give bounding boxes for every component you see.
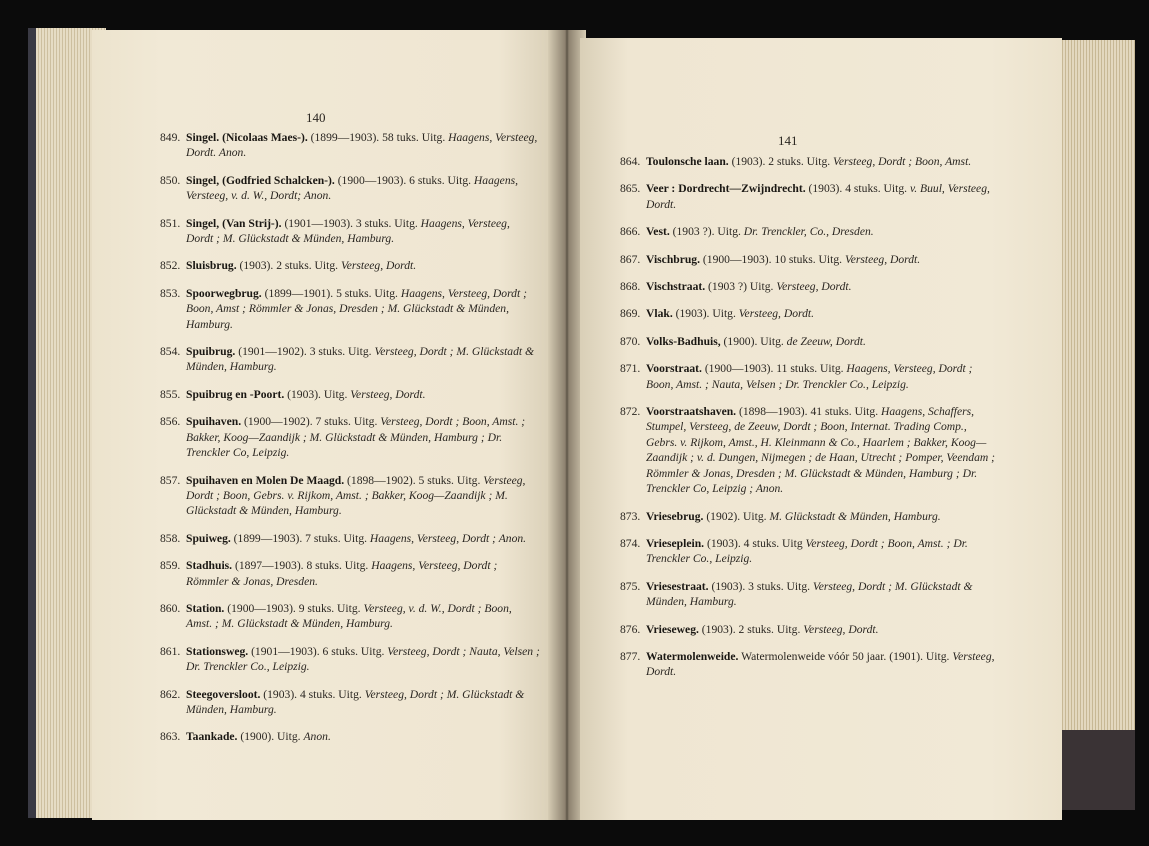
entry-details: (1899—1901). 5 stuks. Uitg. — [261, 286, 401, 300]
entry-details: Watermolenweide vóór 50 jaar. (1901). Uitg. — [738, 649, 953, 663]
entry-publishers: Versteeg, Dordt ; Boon, Amst. — [833, 155, 972, 168]
entry-number: 869. — [620, 307, 641, 321]
entry-publishers: Versteeg, Dordt ; M. Glückstadt & Münden, Hamburg. — [186, 345, 535, 374]
entry-number: 849. — [160, 131, 181, 144]
entry-heading: Singel. (Nicolaas Maes-). — [186, 131, 308, 144]
entry-publishers: Versteeg, Dordt ; Nauta, Velsen ; Dr. Trenckler Co., Leipzig. — [186, 644, 540, 674]
entry-number: 864. — [620, 155, 641, 168]
entry-publishers: Versteeg, Dordt. — [738, 307, 815, 321]
entry-details: (1903). Uitg. — [284, 387, 351, 401]
entry-heading: Spuiweg. — [186, 531, 231, 545]
entry-details: (1900). Uitg. — [237, 730, 304, 744]
list-item — [160, 286, 540, 332]
entry-number: 863. — [160, 730, 181, 744]
right-page-edges — [1060, 40, 1135, 810]
entry-list — [160, 130, 540, 757]
list-item — [620, 509, 1000, 524]
entry-number: 856. — [160, 415, 181, 429]
entry-publishers: Dr. Trenckler, Co., Dresden. — [743, 225, 874, 239]
entry-details: (1903). 4 stuks. Uitg — [704, 536, 806, 550]
entry-publishers: Versteeg, Dordt ; M. Glückstadt & Münden, Hamburg. — [186, 687, 525, 716]
entry-number: 875. — [620, 579, 641, 593]
entry-publishers: Haagens, Versteeg, v. d. W., Dordt; Anon. — [186, 173, 519, 203]
entry-publishers: Haagens, Versteeg, Dordt ; Boon, Amst. ; Nauta, Velsen ; Dr. Trenckler Co., Leipzig. — [646, 362, 973, 391]
list-item — [160, 601, 540, 632]
entry-number: 868. — [620, 280, 641, 294]
right-page — [580, 38, 1062, 820]
entry-number: 860. — [160, 601, 181, 615]
entry-publishers: Versteeg, v. d. W., Dordt ; Boon, Amst. ; M. Glückstadt & Münden, Hamburg. — [186, 601, 512, 631]
list-item — [160, 344, 540, 375]
entry-number: 871. — [620, 362, 641, 376]
entry-heading: Singel, (Van Strij-). — [186, 216, 282, 230]
entry-number: 854. — [160, 345, 181, 359]
entry-number: 865. — [620, 182, 641, 196]
entry-details: (1901—1902). 3 stuks. Uitg. — [235, 345, 375, 359]
entry-heading: Veer : Dordrecht—Zwijndrecht. — [646, 182, 806, 196]
entry-details: (1901—1903). 3 stuks. Uitg. — [281, 216, 421, 230]
entry-publishers: de Zeeuw, Dordt. — [786, 334, 866, 348]
entry-heading: Vrieseweg. — [646, 622, 699, 636]
list-item — [620, 306, 1000, 321]
list-item — [160, 473, 540, 519]
entry-details: (1900—1903). 9 stuks. Uitg. — [224, 601, 364, 615]
list-item — [160, 644, 540, 675]
list-item — [620, 361, 1000, 392]
list-item — [620, 536, 1000, 567]
entry-heading: Sluisbrug. — [186, 259, 237, 273]
list-item — [620, 181, 1000, 212]
entry-number: 866. — [620, 225, 641, 239]
entry-number: 861. — [160, 644, 181, 658]
entry-publishers: Anon. — [303, 730, 331, 744]
entry-details: (1900—1903). 10 stuks. Uitg. — [700, 252, 845, 266]
entry-details: (1900). Uitg. — [720, 334, 787, 348]
entry-details: (1903 ?) Uitg. — [705, 280, 777, 294]
entry-number: 862. — [160, 687, 181, 701]
entry-number: 872. — [620, 405, 641, 419]
list-item — [620, 579, 1000, 610]
entry-number: 858. — [160, 531, 181, 545]
entry-publishers: Versteeg, Dordt. — [350, 387, 426, 401]
entry-publishers: Haagens, Schaffers, Stumpel, Versteeg, de Zeeuw, Dordt ; Boon, Internat. Trading Comp., Gebrs. v. Rijkom, Amst., H. Kleinmann & Co., Haarlem ; Bakker, Koog—Zaandijk ; v. d. Dungen, Nijmegen ; de Haan, Utrecht ; Pomper, Veendam ; Römmler & Jonas, Dresden ; M. Glückstadt & Münden, Hamburg ; Dr. Trenckler Co, Leipzig ; Anon. — [646, 405, 996, 496]
entry-details: (1903). 2 stuks. Uitg. — [236, 259, 341, 273]
entry-details: (1902). Uitg. — [703, 509, 770, 523]
entry-details: (1903). Uitg. — [672, 307, 739, 321]
entry-number: 870. — [620, 334, 641, 348]
entry-details: (1899—1903). 58 tuks. Uitg. — [307, 131, 449, 144]
list-item — [620, 404, 1000, 496]
entry-heading: Vriesestraat. — [646, 579, 709, 593]
entry-details: (1900—1903). 6 stuks. Uitg. — [334, 173, 474, 187]
entry-publishers: Haagens, Versteeg, Dordt ; M. Glückstadt & Münden, Hamburg. — [186, 216, 510, 246]
entry-heading: Steegoversloot. — [186, 687, 261, 701]
entry-number: 873. — [620, 509, 641, 523]
entry-details: (1903 ?). Uitg. — [669, 225, 744, 239]
list-item — [620, 622, 1000, 637]
entry-heading: Spuibrug en -Poort. — [186, 387, 285, 401]
list-item — [160, 687, 540, 718]
entry-number: 859. — [160, 559, 181, 573]
entry-publishers: M. Glückstadt & Münden, Hamburg. — [769, 509, 941, 523]
entry-list — [620, 154, 1000, 692]
entry-heading: Singel, (Godfried Schalcken-). — [186, 173, 335, 187]
entry-publishers: Haagens, Versteeg, Dordt ; Boon, Amst ; Römmler & Jonas, Dresden ; M. Glückstadt & Münden, Hamburg. — [186, 286, 527, 331]
page-number: 141 — [778, 133, 798, 148]
entry-details: (1898—1903). 41 stuks. Uitg. — [736, 405, 881, 419]
entry-publishers: Versteeg, Dordt ; Boon, Amst. ; Bakker, Koog—Zaandijk ; M. Glückstadt & Münden, Hamburg ; Dr. Trenckler Co, Leipzig. — [186, 415, 526, 460]
entry-publishers: Versteeg, Dordt ; Boon, Gebrs. v. Rijkom, Amst. ; Bakker, Koog—Zaandijk ; M. Glückstadt & Münden, Hamburg. — [186, 473, 526, 518]
entry-heading: Vrieseplein. — [646, 536, 705, 550]
entry-number: 852. — [160, 259, 181, 273]
entry-heading: Vischbrug. — [646, 252, 701, 266]
entry-number: 851. — [160, 216, 181, 230]
list-item — [160, 216, 540, 247]
entry-details: (1897—1903). 8 stuks. Uitg. — [232, 559, 372, 573]
list-item — [160, 173, 540, 204]
list-item — [620, 252, 1000, 267]
list-item — [620, 279, 1000, 294]
entry-details: (1903). 3 stuks. Uitg. — [708, 579, 813, 593]
entry-heading: Station. — [186, 601, 225, 615]
entry-publishers: Haagens, Versteeg, Dordt ; Anon. — [369, 531, 527, 545]
entry-number: 876. — [620, 622, 641, 636]
list-item — [620, 154, 1000, 169]
entry-number: 855. — [160, 387, 181, 401]
list-item — [160, 729, 540, 744]
list-item — [160, 387, 540, 402]
entry-heading: Toulonsche laan. — [646, 155, 729, 168]
list-item — [160, 558, 540, 589]
list-item — [620, 334, 1000, 349]
entry-heading: Volks-Badhuis, — [646, 334, 721, 348]
entry-heading: Voorstraat. — [646, 362, 702, 376]
entry-details: (1899—1903). 7 stuks. Uitg. — [230, 531, 370, 545]
entry-publishers: Haagens, Versteeg, Dordt ; Römmler & Jonas, Dresden. — [186, 559, 498, 588]
list-item — [160, 258, 540, 273]
entry-heading: Spuihaven. — [186, 415, 242, 429]
entry-heading: Vlak. — [646, 307, 673, 321]
entry-heading: Vriesebrug. — [646, 509, 704, 523]
entry-details: (1903). 4 stuks. Uitg. — [805, 182, 910, 196]
entry-details: (1898—1902). 5 stuks. Uitg. — [344, 473, 484, 487]
entry-details: (1903). 2 stuks. Uitg. — [698, 622, 804, 636]
left-page — [92, 30, 554, 820]
entry-heading: Spuihaven en Molen De Maagd. — [186, 473, 345, 487]
entry-publishers: Versteeg, Dordt. — [803, 622, 879, 636]
entry-heading: Vischstraat. — [646, 280, 706, 294]
list-item — [160, 531, 540, 546]
entry-heading: Spoorwegbrug. — [186, 286, 262, 300]
entry-number: 857. — [160, 473, 181, 487]
list-item — [160, 130, 540, 161]
entry-number: 874. — [620, 536, 641, 550]
entry-heading: Voorstraatshaven. — [646, 405, 737, 419]
entry-heading: Watermolenweide. — [646, 649, 739, 663]
entry-publishers: Versteeg, Dordt. — [776, 280, 852, 294]
entry-heading: Vest. — [646, 225, 670, 239]
entry-number: 853. — [160, 286, 181, 300]
page-number: 140 — [306, 110, 326, 125]
entry-heading: Taankade. — [186, 730, 238, 744]
entry-number: 877. — [620, 649, 641, 663]
entry-number: 850. — [160, 173, 181, 187]
entry-heading: Spuibrug. — [186, 345, 236, 359]
list-item — [620, 649, 1000, 680]
list-item — [620, 224, 1000, 239]
entry-details: (1903). 4 stuks. Uitg. — [260, 687, 365, 701]
list-item — [160, 414, 540, 460]
entry-details: (1903). 2 stuks. Uitg. — [728, 155, 834, 168]
entry-publishers: Versteeg, Dordt ; M. Glückstadt & Münden, Hamburg. — [646, 579, 973, 609]
entry-publishers: Versteeg, Dordt. — [844, 252, 921, 266]
entry-publishers: Haagens, Versteeg, Dordt. Anon. — [186, 131, 538, 160]
entry-details: (1900—1903). 11 stuks. Uitg. — [701, 362, 847, 376]
entry-publishers: v. Buul, Versteeg, Dordt. — [646, 182, 990, 211]
book-cover-corner — [1060, 730, 1135, 810]
entry-heading: Stadhuis. — [186, 559, 233, 573]
entry-details: (1900—1902). 7 stuks. Uitg. — [241, 415, 381, 429]
entry-publishers: Versteeg, Dordt. — [340, 259, 417, 273]
entry-number: 867. — [620, 252, 641, 266]
entry-details: (1901—1903). 6 stuks. Uitg. — [248, 644, 388, 658]
entry-publishers: Versteeg, Dordt. — [646, 649, 995, 679]
entry-heading: Stationsweg. — [186, 644, 249, 658]
entry-publishers: Versteeg, Dordt ; Boon, Amst. ; Dr. Trenckler Co., Leipzig. — [646, 536, 968, 566]
